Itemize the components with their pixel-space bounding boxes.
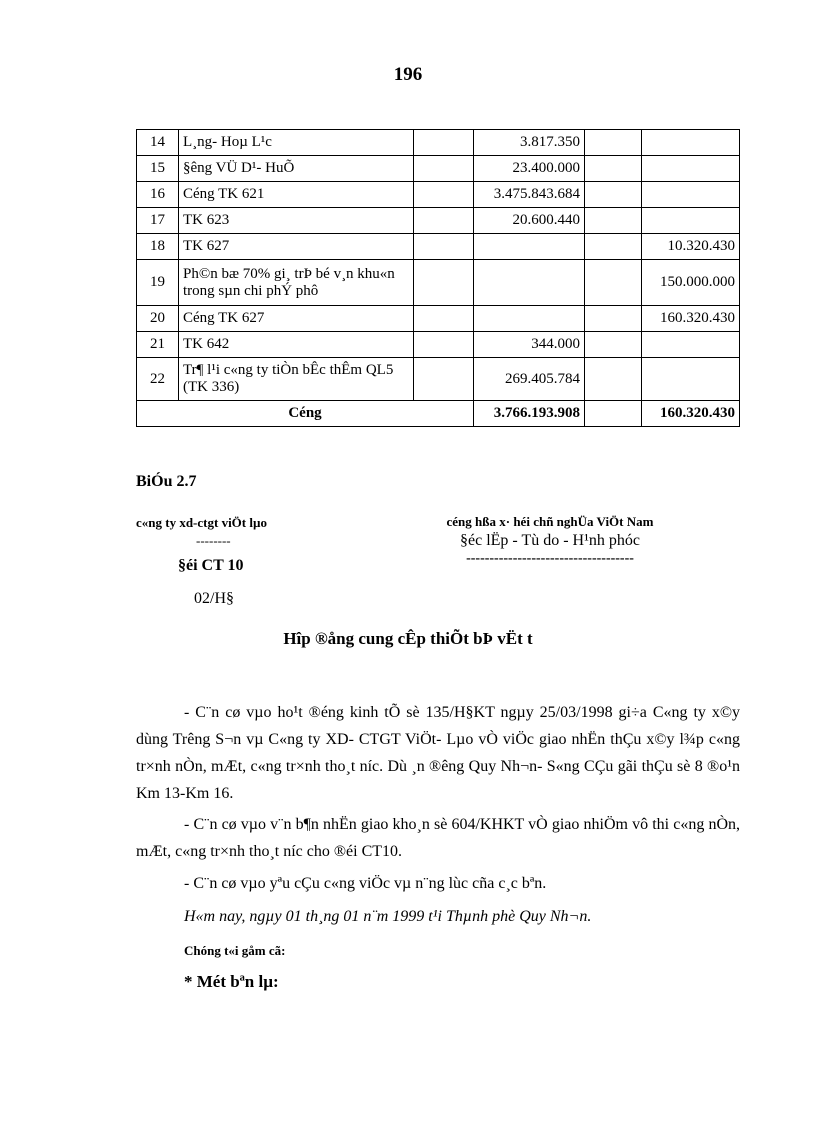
- amount-debit-cell: [474, 260, 585, 306]
- republic-title: céng hßa x· héi chñ nghÜa ViÖt Nam: [446, 514, 654, 529]
- description-cell: TK 642: [179, 332, 414, 358]
- column-3-cell: [414, 260, 474, 306]
- row-number-cell: 18: [137, 234, 179, 260]
- paragraph-basis-3: - C¨n cø vµo yªu cÇu c«ng viÖc vµ n¨ng lùc cña c¸c bªn.: [184, 875, 547, 892]
- description-cell: Céng TK 627: [179, 306, 414, 332]
- amount-debit-cell: 3.817.350: [474, 130, 585, 156]
- description-cell: TK 627: [179, 234, 414, 260]
- column-3-cell: [414, 208, 474, 234]
- left-divider: --------: [196, 533, 231, 548]
- table-row: [137, 306, 740, 332]
- amount-credit-cell: [642, 358, 740, 401]
- description-cell: §êng VÜ D¹- HuÕ: [179, 156, 414, 182]
- amount-credit-cell: 160.320.430: [642, 306, 740, 332]
- table-row: [137, 182, 740, 208]
- column-5-cell: [585, 234, 642, 260]
- description-cell: Tr¶ l¹i c«ng ty tiÒn bÊc thÊm QL5 (TK 336): [179, 358, 414, 401]
- column-5-cell: [585, 130, 642, 156]
- total-column-5: [585, 401, 642, 427]
- unit-name: §éi CT 10: [178, 557, 244, 574]
- table-row: [137, 208, 740, 234]
- party-a-label: * Mét bªn lµ:: [184, 972, 279, 991]
- row-number-cell: 22: [137, 358, 179, 401]
- column-5-cell: [585, 306, 642, 332]
- row-number-cell: 14: [137, 130, 179, 156]
- table-row: [137, 358, 740, 401]
- column-5-cell: [585, 358, 642, 401]
- contract-title: Hîp ®ång cung cÊp thiÕt bÞ vËt t: [283, 629, 533, 648]
- table-row: [137, 156, 740, 182]
- amount-credit-cell: [642, 156, 740, 182]
- total-label: Céng: [137, 401, 474, 427]
- amount-credit-cell: [642, 182, 740, 208]
- column-5-cell: [585, 208, 642, 234]
- row-number-cell: 16: [137, 182, 179, 208]
- amount-credit-cell: 10.320.430: [642, 234, 740, 260]
- column-5-cell: [585, 156, 642, 182]
- ledger-table: [136, 129, 740, 427]
- document-number: 02/H§: [194, 590, 234, 607]
- amount-credit-cell: [642, 208, 740, 234]
- right-divider: ------------------------------------: [466, 551, 634, 566]
- paragraph-basis-1: - C¨n cø vµo ho¹t ®éng kinh tÕ sè 135/H§KT ngµy 25/03/1998 gi÷a C«ng ty x©y dùng Trêng S¬n vµ C«ng ty XD- CTGT ViÖt- Lµo vÒ viÖc giao nhËn thÇu x©y l¾p c«ng tr×nh nÒn, mÆt, c«ng tr×nh tho¸t níc. Dù ¸n ®êng Quy Nh¬n- S«ng CÇu gãi thÇu sè 8 ®o¹n Km 13-Km 16.: [136, 704, 740, 802]
- row-number-cell: 21: [137, 332, 179, 358]
- table-row: [137, 332, 740, 358]
- column-3-cell: [414, 182, 474, 208]
- column-3-cell: [414, 306, 474, 332]
- amount-debit-cell: 3.475.843.684: [474, 182, 585, 208]
- column-3-cell: [414, 234, 474, 260]
- row-number-cell: 20: [137, 306, 179, 332]
- table-row: [137, 234, 740, 260]
- form-number: BiÓu 2.7: [136, 473, 197, 490]
- column-3-cell: [414, 358, 474, 401]
- amount-credit-cell: [642, 130, 740, 156]
- row-number-cell: 19: [137, 260, 179, 306]
- row-number-cell: 17: [137, 208, 179, 234]
- amount-debit-cell: 23.400.000: [474, 156, 585, 182]
- column-5-cell: [585, 182, 642, 208]
- total-credit: 160.320.430: [642, 401, 740, 427]
- amount-debit-cell: 269.405.784: [474, 358, 585, 401]
- description-cell: L¸ng- Hoµ L¹c: [179, 130, 414, 156]
- column-3-cell: [414, 130, 474, 156]
- page-number: 196: [393, 64, 423, 85]
- total-debit: 3.766.193.908: [474, 401, 585, 427]
- description-cell: Ph©n bæ 70% gi¸ trÞ bé v¸n khu«n trong sµn chi phÝ phô: [179, 260, 414, 306]
- total-row: [137, 401, 740, 427]
- column-3-cell: [414, 156, 474, 182]
- amount-credit-cell: 150.000.000: [642, 260, 740, 306]
- party-intro: Chóng t«i gåm cã:: [184, 943, 286, 958]
- column-3-cell: [414, 332, 474, 358]
- table-row: [137, 130, 740, 156]
- amount-credit-cell: [642, 332, 740, 358]
- company-name: c«ng ty xd-ctgt viÖt lµo: [136, 515, 267, 530]
- column-5-cell: [585, 260, 642, 306]
- national-motto: §éc lËp - Tù do - H¹nh phóc: [459, 532, 640, 549]
- amount-debit-cell: 344.000: [474, 332, 585, 358]
- description-cell: TK 623: [179, 208, 414, 234]
- amount-debit-cell: [474, 234, 585, 260]
- amount-debit-cell: [474, 306, 585, 332]
- amount-debit-cell: 20.600.440: [474, 208, 585, 234]
- column-5-cell: [585, 332, 642, 358]
- description-cell: Céng TK 621: [179, 182, 414, 208]
- row-number-cell: 15: [137, 156, 179, 182]
- paragraph-basis-2: - C¨n cø vµo v¨n b¶n nhËn giao kho¸n sè 604/KHKT vÒ giao nhiÖm vô thi c«ng nÒn, mÆt, c«ng tr×nh tho¸t níc cho ®éi CT10.: [136, 816, 740, 860]
- date-line: H«m nay, ngµy 01 th¸ng 01 n¨m 1999 t¹i Thµnh phè Quy Nh¬n.: [184, 908, 592, 925]
- table-row: [137, 260, 740, 306]
